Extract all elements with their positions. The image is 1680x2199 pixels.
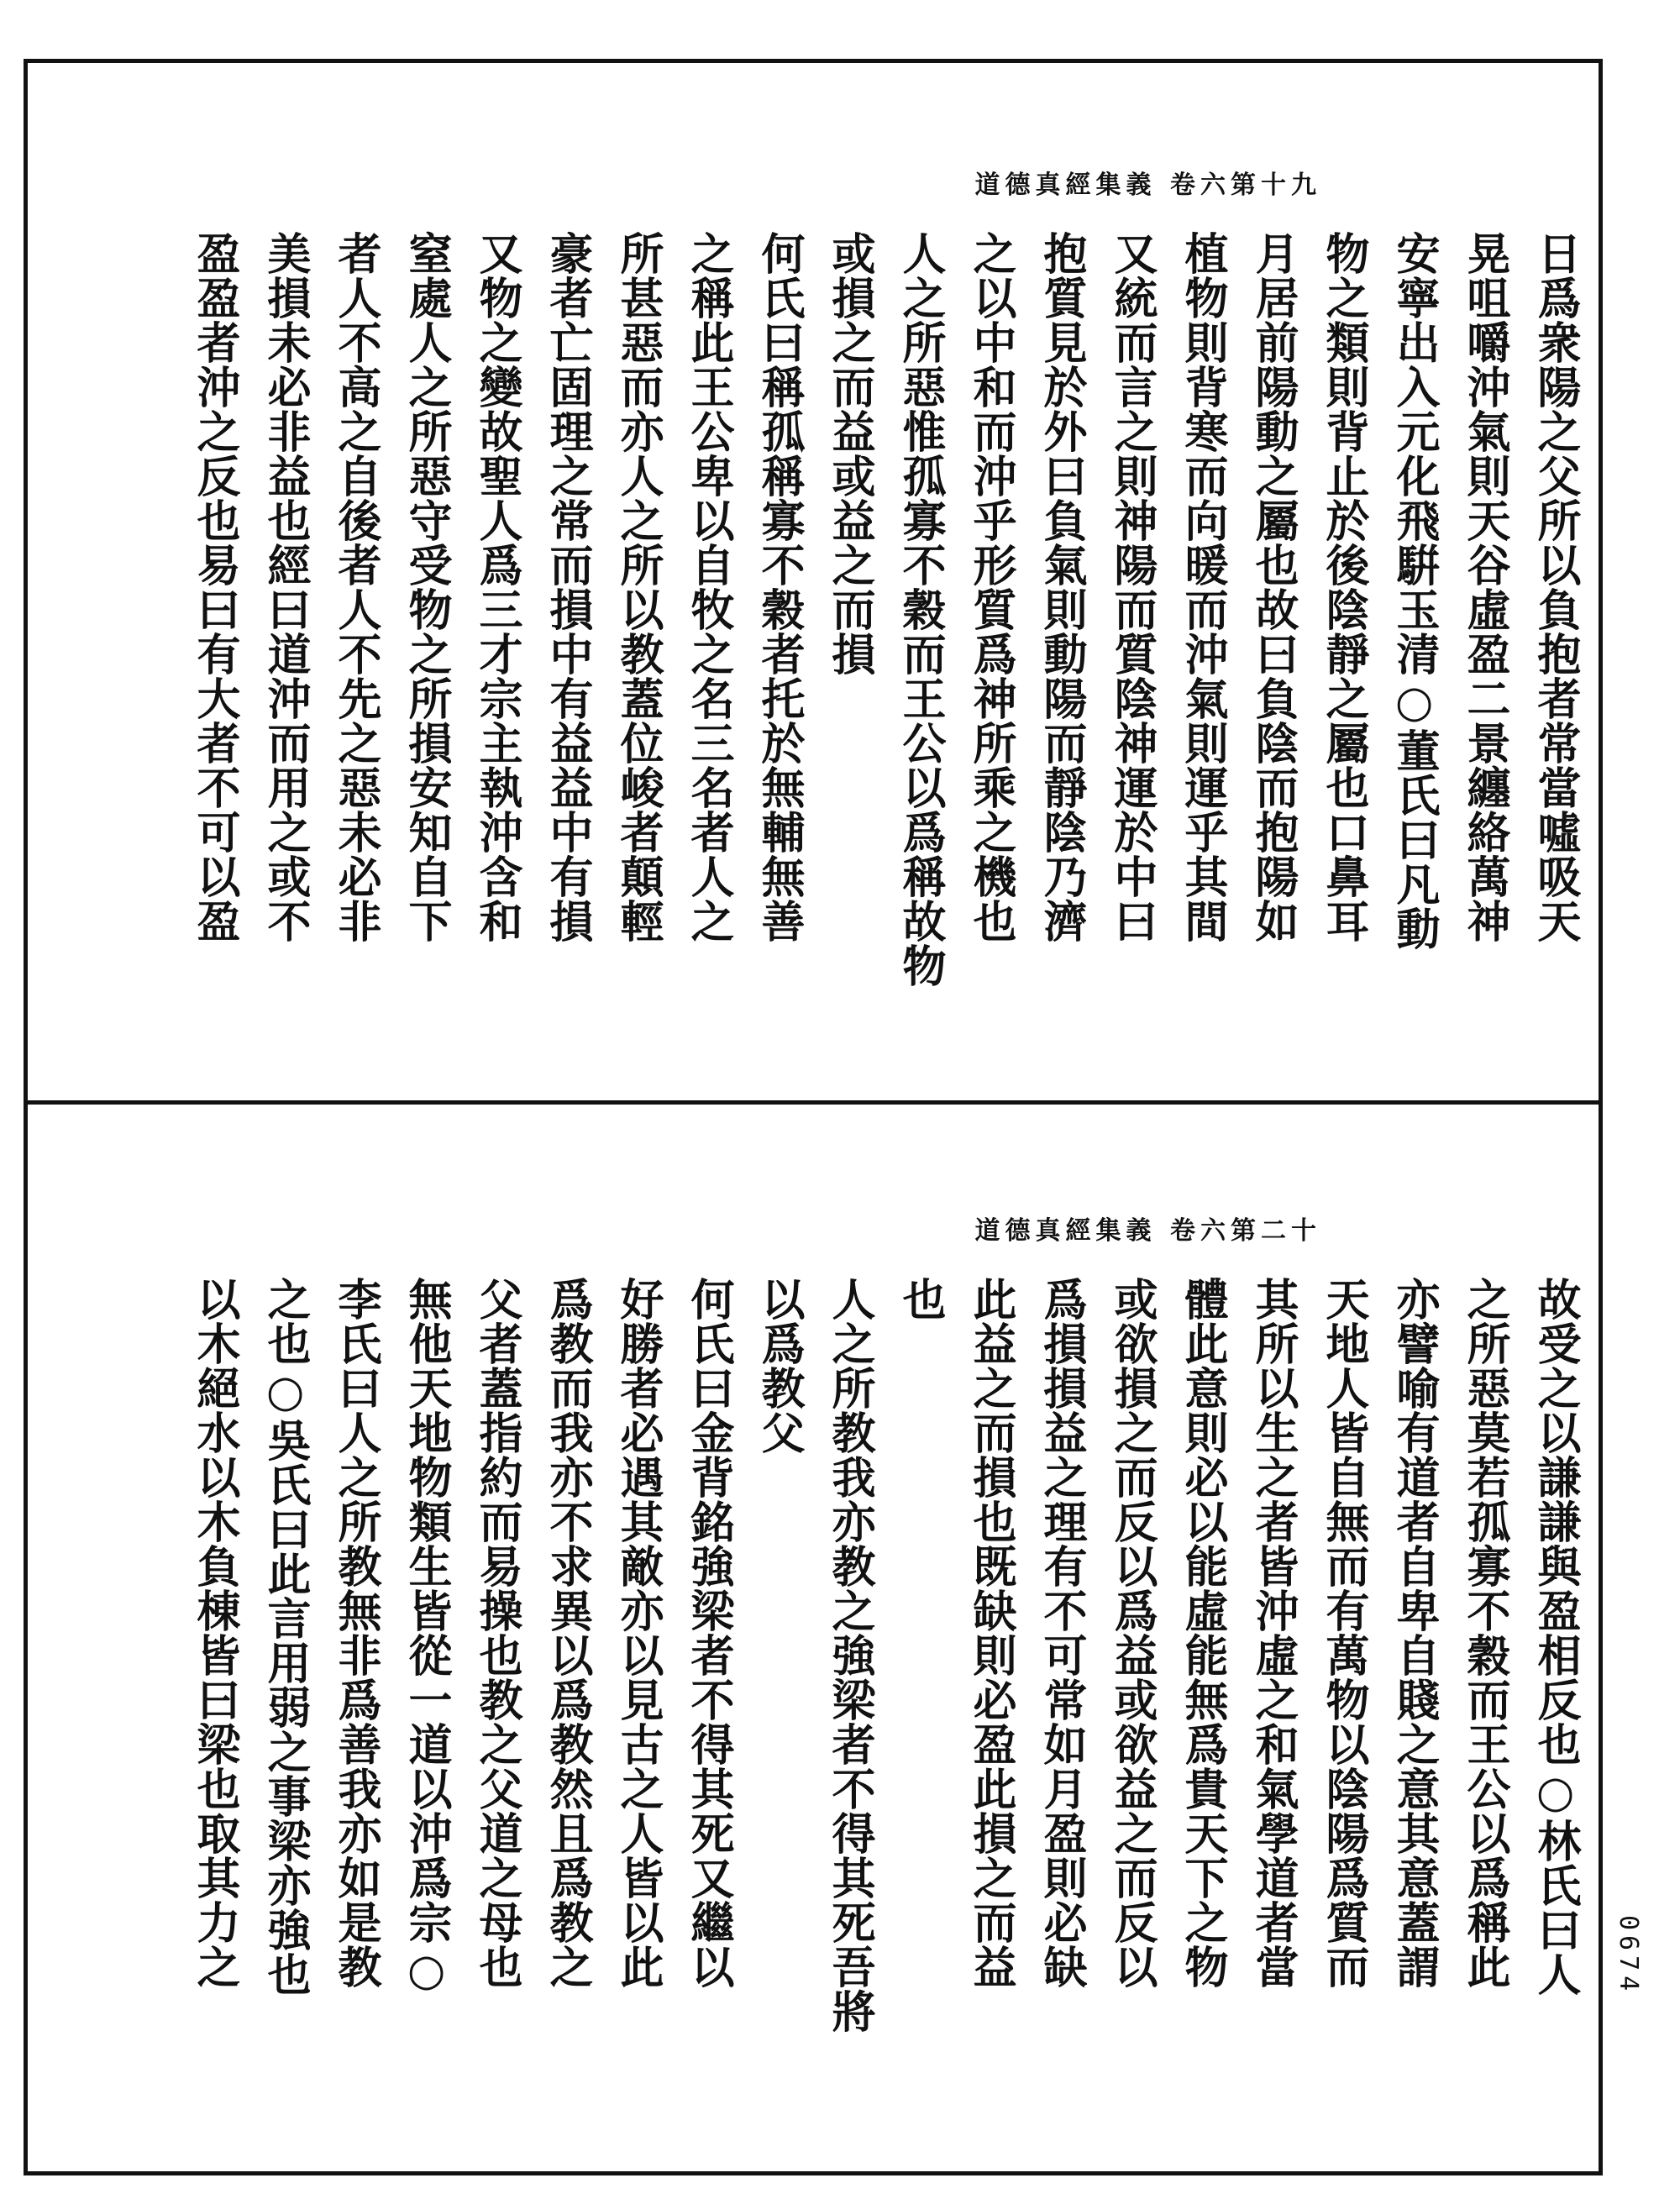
text-columns-top — [36, 231, 1590, 1096]
text-column: 也 — [895, 1277, 946, 1321]
text-column: 晃咀嚼沖氣則天谷虛盈二景纏絡萬神 — [1459, 231, 1510, 943]
text-column: 又物之變故聖人爲三才宗主執沖含和 — [471, 231, 522, 943]
text-column: 無他天地物類生皆從一道以沖爲宗○ — [401, 1277, 452, 1997]
text-column: 抱質見於外曰負氣則動陽而靜陰乃濟 — [1036, 231, 1087, 943]
text-column: 安寧出入元化飛騈玉清○董氏曰凡動 — [1389, 231, 1440, 951]
running-header-top: 道德真經集義 卷六第十九 — [974, 171, 1321, 200]
text-column: 好勝者必遇其敵亦以見古之人皆以此 — [612, 1277, 664, 1989]
text-column: 父者蓋指約而易操也教之父道之母也 — [471, 1277, 522, 1989]
text-column: 又統而言之則神陽而質陰神運於中曰 — [1106, 231, 1158, 943]
text-column: 物之類則背止於後陰靜之屬也口鼻耳 — [1318, 231, 1369, 943]
text-column: 何氏曰稱孤稱寡不穀者托於無輔無善 — [753, 231, 805, 943]
text-column: 日爲衆陽之父所以負抱者常當噓吸天 — [1530, 231, 1581, 943]
text-column: 豪者亡固理之常而損中有益益中有損 — [542, 231, 593, 943]
running-header-bottom: 道德真經集義 卷六第二十 — [974, 1216, 1321, 1246]
text-column: 美損未必非益也經曰道沖而用之或不 — [260, 231, 311, 943]
page-code: 0674 — [1614, 1915, 1643, 1997]
text-column: 之也○吳氏曰此言用弱之事梁亦強也 — [260, 1277, 311, 1997]
text-column: 故受之以謙謙與盈相反也○林氏曰人 — [1530, 1277, 1581, 1997]
text-column: 者人不高之自後者人不先之惡未必非 — [330, 231, 381, 943]
text-column: 人之所教我亦教之強梁者不得其死吾將 — [824, 1277, 875, 2034]
text-column: 何氏曰金背銘強梁者不得其死又繼以 — [683, 1277, 734, 1989]
text-column: 體此意則必以能虛能無爲貴天下之物 — [1177, 1277, 1228, 1989]
text-column: 窒處人之所惡守受物之所損安知自下 — [401, 231, 452, 943]
text-column: 盈盈者沖之反也易曰有大者不可以盈 — [189, 231, 240, 943]
text-column: 亦譬喻有道者自卑自賤之意其意蓋謂 — [1389, 1277, 1440, 1989]
text-column: 之稱此王公卑以自牧之名三名者人之 — [683, 231, 734, 943]
text-column: 以爲教父 — [753, 1277, 805, 1455]
text-column: 或損之而益或益之而損 — [824, 231, 875, 676]
text-column: 植物則背寒而向暖而沖氣則運乎其間 — [1177, 231, 1228, 943]
text-columns-bottom — [36, 1277, 1590, 2167]
text-column: 此益之而損也既缺則必盈此損之而益 — [965, 1277, 1016, 1989]
text-column: 之以中和而沖乎形質爲神所乘之機也 — [965, 231, 1016, 943]
text-column: 李氏曰人之所教無非爲善我亦如是教 — [330, 1277, 381, 1989]
top-panel — [28, 63, 1599, 1100]
text-column: 或欲損之而反以爲益或欲益之而反以 — [1106, 1277, 1158, 1989]
text-column: 所甚惡而亦人之所以教蓋位峻者顛輕 — [612, 231, 664, 943]
text-column: 之所惡莫若孤寡不穀而王公以爲稱此 — [1459, 1277, 1510, 1989]
text-column: 以木絕水以木負棟皆曰梁也取其力之 — [189, 1277, 240, 1989]
bottom-panel — [28, 1105, 1599, 2171]
text-column: 月居前陽動之屬也故曰負陰而抱陽如 — [1247, 231, 1299, 943]
text-column: 天地人皆自無而有萬物以陰陽爲質而 — [1318, 1277, 1369, 1989]
text-column: 爲教而我亦不求異以爲教然且爲教之 — [542, 1277, 593, 1989]
text-column: 人之所惡惟孤寡不穀而王公以爲稱故物 — [895, 231, 946, 988]
text-column: 爲損損益之理有不可常如月盈則必缺 — [1036, 1277, 1087, 1989]
text-column: 其所以生之者皆沖虛之和氣學道者當 — [1247, 1277, 1299, 1989]
